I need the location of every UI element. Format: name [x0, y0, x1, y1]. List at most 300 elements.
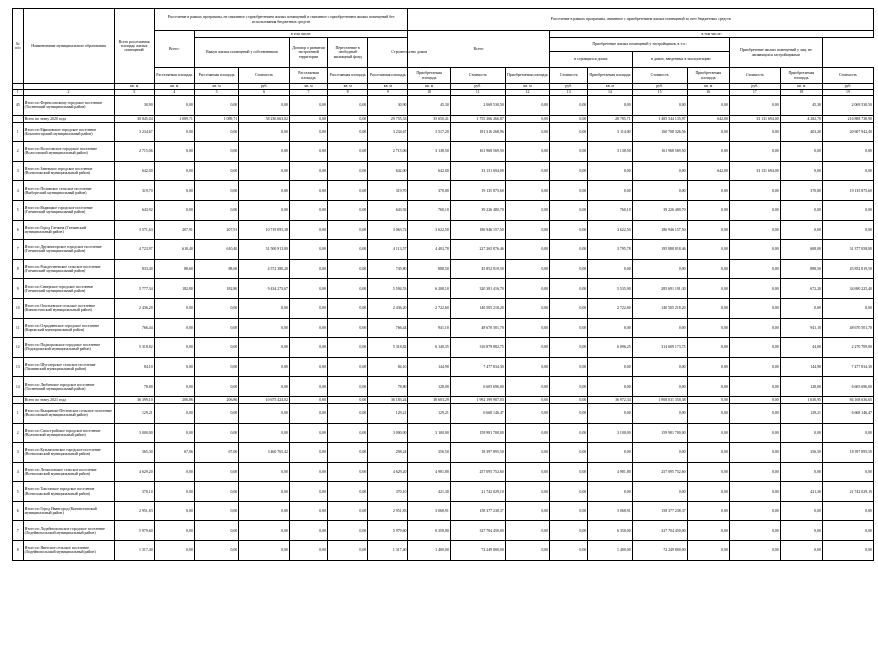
value-cell: 0,00: [290, 403, 328, 423]
value-cell: 2 722,60: [408, 298, 450, 318]
value-cell: 35 650,41: [408, 115, 450, 122]
value-cell: 0,00: [729, 521, 780, 541]
value-cell: 3 571,63: [114, 220, 154, 240]
value-cell: 0,00: [687, 501, 729, 521]
value-cell: 129,21: [780, 403, 822, 423]
value-cell: 144,90: [408, 357, 450, 377]
value-cell: 5 535,90: [588, 279, 632, 299]
value-cell: 48 670 501,70: [822, 318, 873, 338]
table-row: [13, 181, 874, 201]
header-label: Стоимость: [550, 68, 588, 84]
value-cell: 370,10: [368, 482, 408, 502]
value-cell: 0,00: [588, 96, 632, 116]
column-number: 18: [780, 90, 822, 96]
value-cell: 0,00: [780, 501, 822, 521]
unit-cell: кв. м: [194, 84, 238, 90]
value-cell: 0,00: [239, 161, 290, 181]
header-label: Стоимость: [729, 68, 780, 84]
value-cell: 0,00: [328, 403, 368, 423]
value-cell: 4 113,57: [368, 240, 408, 260]
value-cell: 0,00: [154, 298, 194, 318]
total-row: [13, 115, 874, 122]
value-cell: 0,00: [154, 462, 194, 482]
value-cell: 0,00: [328, 462, 368, 482]
value-cell: 5 318,82: [368, 338, 408, 358]
value-cell: 0,00: [729, 240, 780, 260]
value-cell: 0,00: [290, 443, 328, 463]
value-cell: 0,00: [632, 318, 687, 338]
value-cell: 1 400,00: [588, 541, 632, 561]
value-cell: 7 477 834,30: [450, 357, 505, 377]
value-cell: 0,00: [550, 161, 588, 181]
value-cell: 128,00: [780, 377, 822, 397]
value-cell: 1 908 031 350,38: [632, 396, 687, 403]
value-cell: 403,20: [780, 122, 822, 142]
value-cell: 0,00: [290, 298, 328, 318]
value-cell: 129,21: [114, 403, 154, 423]
value-cell: 0,00: [729, 200, 780, 220]
value-cell: 1 630,95: [780, 396, 822, 403]
value-cell: 0,00: [632, 259, 687, 279]
value-cell: 0,00: [687, 142, 729, 162]
value-cell: 161 968 569,50: [450, 142, 505, 162]
column-number: 7: [290, 90, 328, 96]
value-cell: 39 226 480,70: [450, 200, 505, 220]
value-cell: 0,00: [290, 279, 328, 299]
value-cell: 0,00: [729, 357, 780, 377]
value-cell: 33 131 694,00: [450, 161, 505, 181]
value-cell: 0,00: [550, 338, 588, 358]
value-cell: 72 249 800,00: [632, 541, 687, 561]
value-cell: 48 670 501,70: [450, 318, 505, 338]
value-cell: 327 704 450,00: [632, 521, 687, 541]
value-cell: 216 888 738,90: [822, 115, 873, 122]
value-cell: 0,00: [505, 357, 549, 377]
header-b-sub2b: в домах, введенных в эксплуатацию: [632, 52, 729, 68]
value-cell: 140 505 218,20: [632, 298, 687, 318]
value-cell: 0,00: [822, 142, 873, 162]
table-row: [13, 482, 874, 502]
value-cell: 0,00: [550, 220, 588, 240]
municipality-name: Итого по Полянское сельское поселение (Выборгский муниципальный район): [23, 181, 114, 201]
value-cell: 3 517,20: [408, 122, 450, 142]
value-cell: 0,00: [505, 259, 549, 279]
value-cell: 0,00: [194, 423, 238, 443]
value-cell: 161 968 569,50: [632, 142, 687, 162]
table-row: [13, 259, 874, 279]
value-cell: 7 477 834,30: [822, 357, 873, 377]
column-number: 11: [450, 90, 505, 96]
value-cell: 1 400,00: [408, 541, 450, 561]
value-cell: 0,00: [328, 482, 368, 502]
value-cell: 0,00: [328, 200, 368, 220]
value-cell: 0,00: [729, 462, 780, 482]
value-cell: 84 168 636,65: [822, 396, 873, 403]
value-cell: 0,00: [550, 396, 588, 403]
value-cell: 0,00: [194, 521, 238, 541]
value-cell: 0,00: [194, 377, 238, 397]
value-cell: 0,00: [194, 357, 238, 377]
value-cell: 6 350,00: [408, 521, 450, 541]
value-cell: 182,80: [194, 279, 238, 299]
value-cell: 0,00: [780, 298, 822, 318]
value-cell: 0,00: [588, 377, 632, 397]
header-label: Расселяемая площадь: [328, 68, 368, 84]
unit-cell: кв. м: [328, 84, 368, 90]
column-number: 5: [194, 90, 238, 96]
value-cell: 0,00: [194, 298, 238, 318]
row-number: 10: [13, 298, 24, 318]
value-cell: 0,00: [687, 96, 729, 116]
unit-cell: кв. м: [780, 84, 822, 90]
unit-cell: руб.: [729, 84, 780, 90]
value-cell: 0,00: [154, 501, 194, 521]
table-row: [13, 462, 874, 482]
value-cell: 0,00: [822, 501, 873, 521]
value-cell: 0,00: [822, 462, 873, 482]
value-cell: 0,00: [505, 541, 549, 561]
value-cell: 3 460 765,42: [239, 443, 290, 463]
value-cell: 10 719 095,38: [239, 220, 290, 240]
table-row: [13, 377, 874, 397]
value-cell: 0,00: [505, 396, 549, 403]
value-cell: 314 609 173,75: [632, 338, 687, 358]
value-cell: 44,00: [780, 338, 822, 358]
value-cell: 0,00: [154, 377, 194, 397]
value-cell: 421,30: [780, 482, 822, 502]
value-cell: 6 208,10: [408, 279, 450, 299]
value-cell: 0,00: [729, 142, 780, 162]
value-cell: 6 605 696,00: [822, 377, 873, 397]
municipality-name: Итого по Заневское городское поселение (Всеволожский муниципальный район): [23, 161, 114, 181]
table-row: [13, 142, 874, 162]
value-cell: 0,00: [328, 240, 368, 260]
value-cell: 31 500 913,80: [239, 240, 290, 260]
value-cell: 356,50: [780, 443, 822, 463]
value-cell: 0,00: [194, 318, 238, 338]
value-cell: 0,00: [290, 357, 328, 377]
header-label: Стоимость: [450, 68, 505, 84]
value-cell: 78,80: [114, 377, 154, 397]
value-cell: 370,80: [780, 181, 822, 201]
value-cell: 158 377 238,37: [450, 501, 505, 521]
row-number: 2: [13, 142, 24, 162]
value-cell: 0,00: [239, 181, 290, 201]
value-cell: 0,00: [194, 96, 238, 116]
value-cell: 0,00: [154, 482, 194, 502]
value-cell: 0,00: [505, 200, 549, 220]
value-cell: 0,00: [550, 181, 588, 201]
value-cell: 0,00: [239, 462, 290, 482]
value-cell: 30,90: [114, 96, 154, 116]
value-cell: 31 377 058,00: [822, 240, 873, 260]
value-cell: 766,44: [114, 318, 154, 338]
value-cell: 6 350,00: [588, 521, 632, 541]
value-cell: 0,00: [154, 403, 194, 423]
header-label: Стоимость: [822, 68, 873, 84]
value-cell: 0,00: [632, 377, 687, 397]
value-cell: 0,00: [154, 142, 194, 162]
row-number: [13, 115, 24, 122]
value-cell: 3 622,50: [588, 220, 632, 240]
value-cell: 1 485 544 135,97: [632, 115, 687, 122]
value-cell: 0,00: [239, 298, 290, 318]
value-cell: 0,00: [822, 423, 873, 443]
value-cell: 0,00: [632, 443, 687, 463]
value-cell: 0,00: [550, 96, 588, 116]
header-a-sub2: Договор о развитии застроенной территории: [290, 38, 328, 68]
value-cell: 0,00: [505, 122, 549, 142]
value-cell: 18 397 895,50: [450, 443, 505, 463]
row-number: 7: [13, 240, 24, 260]
unit-cell: руб.: [632, 84, 687, 90]
value-cell: 3 234,67: [114, 122, 154, 142]
header-b-sub2: Приобретение жилых помещений у застройщиков, в т.ч.:: [550, 38, 730, 52]
value-cell: 0,00: [239, 338, 290, 358]
value-cell: 643,92: [368, 200, 408, 220]
value-cell: 320 381 416,70: [450, 279, 505, 299]
column-number: 19: [822, 90, 873, 96]
value-cell: 0,00: [194, 541, 238, 561]
header-a-sub1: Выкуп жилых помещений у собственников: [194, 38, 289, 68]
municipality-name: Итого по Рождественское сельское поселение (Гатчинский муниципальный район): [23, 259, 114, 279]
value-cell: 0,00: [550, 357, 588, 377]
value-cell: 207,91: [154, 220, 194, 240]
value-cell: 21 742 029,10: [822, 482, 873, 502]
row-number: 14: [13, 377, 24, 397]
value-cell: 0,00: [550, 115, 588, 122]
column-number: 8: [328, 90, 368, 96]
value-cell: 642,00: [687, 115, 729, 122]
value-cell: 0,00: [550, 403, 588, 423]
municipality-name: Всего по этапу 2020 года: [23, 115, 114, 122]
value-cell: 0,00: [290, 122, 328, 142]
column-number: 15: [632, 90, 687, 96]
value-cell: 1 317,40: [368, 541, 408, 561]
value-cell: 0,00: [588, 181, 632, 201]
value-cell: 3 100,00: [588, 423, 632, 443]
value-cell: 370,80: [408, 181, 450, 201]
value-cell: 0,00: [729, 541, 780, 561]
value-cell: 4 282,70: [780, 115, 822, 122]
value-cell: 28 785,71: [588, 115, 632, 122]
row-number: 3: [13, 161, 24, 181]
table-row: [13, 501, 874, 521]
row-number: 2: [13, 423, 24, 443]
value-cell: 67,06: [194, 443, 238, 463]
table-row: [13, 122, 874, 142]
value-cell: 0,00: [505, 298, 549, 318]
row-number: 45: [13, 96, 24, 116]
value-cell: 0,00: [505, 462, 549, 482]
value-cell: 0,00: [328, 521, 368, 541]
header-b-sub2a: в строящихся домах: [550, 52, 632, 68]
value-cell: 0,00: [588, 357, 632, 377]
value-cell: 319,70: [368, 181, 408, 201]
value-cell: 10 675 424,02: [239, 396, 290, 403]
value-cell: 0,00: [780, 541, 822, 561]
value-cell: 760,10: [408, 200, 450, 220]
value-cell: 0,00: [588, 259, 632, 279]
value-cell: 0,00: [687, 377, 729, 397]
municipality-name: Итого по Форносовскому городское поселение (Тосненский муниципальный район): [23, 96, 114, 116]
value-cell: 0,00: [194, 200, 238, 220]
value-cell: 4 629,20: [114, 462, 154, 482]
value-cell: 0,00: [290, 96, 328, 116]
value-cell: 0,00: [290, 338, 328, 358]
header-name: Наименование муниципального образования: [23, 9, 114, 84]
value-cell: 3 068,91: [588, 501, 632, 521]
value-cell: 84,10: [368, 357, 408, 377]
value-cell: 0,00: [588, 161, 632, 181]
unit-cell: руб.: [239, 84, 290, 90]
value-cell: 2 715,06: [114, 142, 154, 162]
value-cell: 78,80: [368, 377, 408, 397]
value-cell: 0,00: [328, 501, 368, 521]
value-cell: 0,00: [550, 298, 588, 318]
value-cell: 0,00: [822, 541, 873, 561]
value-cell: 45,30: [408, 96, 450, 116]
value-cell: 0,00: [505, 403, 549, 423]
value-cell: 642,00: [687, 161, 729, 181]
value-cell: 19 135 875,60: [450, 181, 505, 201]
value-cell: 0,00: [550, 240, 588, 260]
value-cell: 1 089,71: [194, 115, 238, 122]
value-cell: 195 888 818,46: [632, 240, 687, 260]
value-cell: 0,00: [550, 541, 588, 561]
header-a-in-that: в том числе:: [194, 31, 408, 38]
value-cell: 207,91: [194, 220, 238, 240]
value-cell: 0,00: [505, 220, 549, 240]
table-row: [13, 161, 874, 181]
value-cell: 608,00: [780, 240, 822, 260]
municipality-name: Всего по этапу 2021 года: [23, 396, 114, 403]
column-number: 12: [505, 90, 549, 96]
header-a-vsego: Всего:: [154, 31, 194, 68]
municipality-name: Итого по Сясьстройское городское поселение (Волховский муниципальный район): [23, 423, 114, 443]
value-cell: 0,00: [290, 462, 328, 482]
value-cell: 6 096,25: [588, 338, 632, 358]
value-cell: 0,00: [505, 96, 549, 116]
value-cell: 0,00: [290, 240, 328, 260]
value-cell: 0,00: [822, 220, 873, 240]
value-cell: 0,00: [154, 96, 194, 116]
unit-cell: кв. м: [408, 84, 450, 90]
value-cell: 1 992 199 987,03: [450, 396, 505, 403]
value-cell: 0,00: [780, 200, 822, 220]
column-number: 4: [154, 90, 194, 96]
value-cell: 298,24: [368, 443, 408, 463]
municipality-name: Итого по Подпорожское городское поселение (Подпорожский муниципальный район): [23, 338, 114, 358]
value-cell: 2 069 530,50: [450, 96, 505, 116]
value-cell: 0,00: [290, 521, 328, 541]
unit-cell: кв. м: [154, 84, 194, 90]
value-cell: 158 377 238,37: [632, 501, 687, 521]
row-number: 5: [13, 482, 24, 502]
value-cell: 643,92: [114, 200, 154, 220]
value-cell: 1 089,71: [154, 115, 194, 122]
row-number: 6: [13, 501, 24, 521]
value-cell: 18 397 895,50: [822, 443, 873, 463]
value-cell: 4 981,80: [588, 462, 632, 482]
value-cell: 0,00: [550, 501, 588, 521]
value-cell: 0,00: [290, 423, 328, 443]
municipality-name: Итого по Шугозерское сельское поселение (Тихвинский муниципальный район): [23, 357, 114, 377]
value-cell: 0,00: [290, 200, 328, 220]
value-cell: 0,00: [290, 396, 328, 403]
value-cell: 0,00: [780, 521, 822, 541]
value-cell: 36 399,10: [114, 396, 154, 403]
value-cell: 0,00: [194, 462, 238, 482]
value-cell: 3 795,78: [588, 240, 632, 260]
row-number: 13: [13, 357, 24, 377]
value-cell: 2 951,83: [368, 501, 408, 521]
value-cell: 888,50: [408, 259, 450, 279]
value-cell: 0,00: [290, 142, 328, 162]
value-cell: 0,00: [239, 541, 290, 561]
value-cell: 370,10: [114, 482, 154, 502]
value-cell: 0,00: [729, 403, 780, 423]
municipality-name: Итого по Волосовское городское поселение (Волосовский муниципальный район): [23, 142, 114, 162]
value-cell: 88,60: [154, 259, 194, 279]
header-label: Приобретаемая площадь: [687, 68, 729, 84]
value-cell: 319,70: [114, 181, 154, 201]
value-cell: 33 131 694,00: [729, 115, 780, 122]
value-cell: 2 069 530,50: [822, 96, 873, 116]
value-cell: 0,00: [729, 501, 780, 521]
document-page: [12, 8, 874, 635]
value-cell: 33 131 694,00: [729, 161, 780, 181]
header-label: Приобретаемая площадь: [408, 68, 450, 84]
value-cell: 0,00: [290, 161, 328, 181]
value-cell: 0,00: [194, 181, 238, 201]
column-number: 17: [729, 90, 780, 96]
value-cell: 6 668 146,47: [450, 403, 505, 423]
municipality-name: Итого по Лесколовское сельское поселение (Всеволожский муниципальный район): [23, 462, 114, 482]
value-cell: 5 318,82: [114, 338, 154, 358]
header-label: Расселяемая площадь: [154, 68, 194, 84]
value-cell: 0,00: [194, 161, 238, 181]
value-cell: 0,00: [505, 279, 549, 299]
value-cell: 0,00: [729, 396, 780, 403]
value-cell: 0,00: [328, 298, 368, 318]
header-label: Приобретаемая площадь: [780, 68, 822, 84]
value-cell: 0,00: [328, 142, 368, 162]
value-cell: 3 068,91: [408, 501, 450, 521]
value-cell: 206,86: [154, 396, 194, 403]
value-cell: 0,00: [729, 181, 780, 201]
value-cell: 745,80: [368, 259, 408, 279]
value-cell: 0,00: [687, 396, 729, 403]
value-cell: 0,00: [154, 357, 194, 377]
value-cell: 0,00: [328, 377, 368, 397]
value-cell: 0,00: [729, 298, 780, 318]
value-cell: 0,00: [505, 482, 549, 502]
header-b-in-that: в том числе:: [550, 31, 874, 38]
value-cell: 0,00: [632, 161, 687, 181]
value-cell: 20 607 942,40: [822, 122, 873, 142]
value-cell: 0,00: [632, 482, 687, 502]
value-cell: 4 981,80: [408, 462, 450, 482]
value-cell: 186 946 157,50: [450, 220, 505, 240]
unit-cell: кв. м: [505, 84, 549, 90]
unit-cell: кв. м: [588, 84, 632, 90]
value-cell: 0,00: [632, 96, 687, 116]
value-cell: 316 879 882,75: [450, 338, 505, 358]
row-number: 1: [13, 403, 24, 423]
municipality-name: Итого по Опольевское сельское поселение (Кингисеппский муниципальный район): [23, 298, 114, 318]
value-cell: 0,00: [687, 423, 729, 443]
